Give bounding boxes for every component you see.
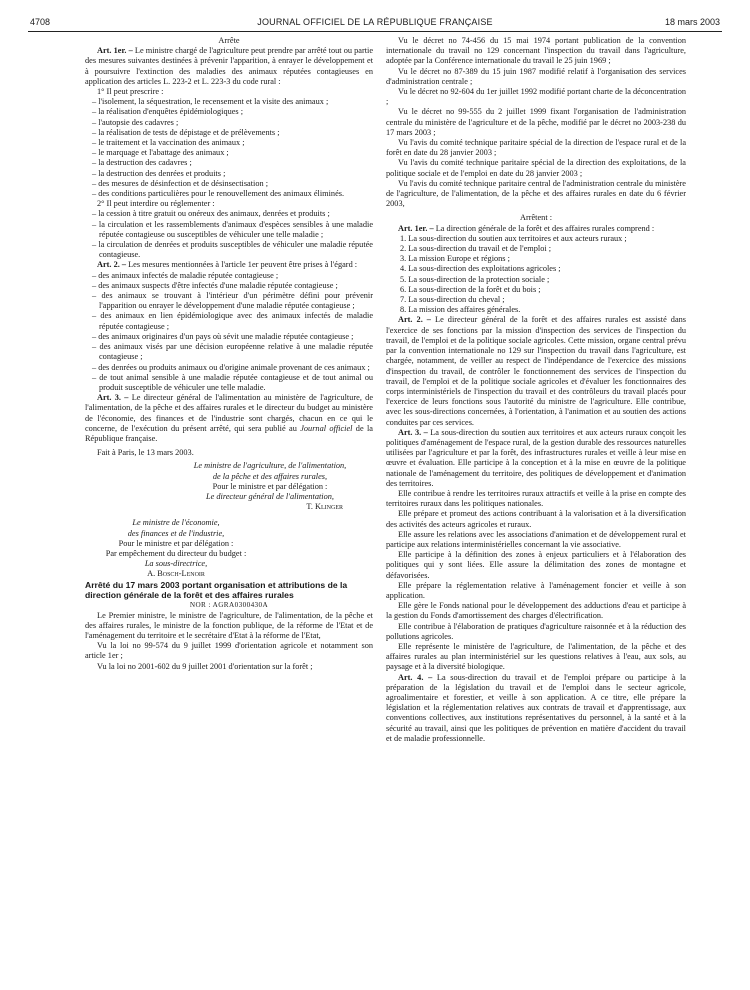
article-4-heading: Art. 4. –: [398, 672, 433, 682]
list-item: – des denrées ou produits animaux ou d'origine animale provenant de ces animaux ;: [92, 362, 370, 372]
list-item: 3. La mission Europe et régions ;: [400, 254, 510, 264]
article-4-text: La sous-direction du travail et de l'emploi prépare ou participe à la préparation de la législation du travail et de l'emploi dans le secteur agricole, agroalimentaire et forestier, et veille à son application. A ce titre, elle prépare la législation et la réglementation relatives aux contrats de travail et d'apprentissage, aux conventions collectives, aux institutions représentatives du personnel, à la santé et à la sécurité au travail, ainsi que les politiques de prévention en matière d'accident du travail et de maladie professionnelle.: [386, 672, 686, 743]
article-2-heading: Art. 2. –: [398, 315, 431, 325]
list-item: – des animaux originaires d'un pays où sévit une maladie réputée contagieuse ;: [92, 331, 354, 341]
article-1-text: Le ministre chargé de l'agriculture peut prendre par arrêté tout ou partie des mesures suivantes destinées à prévenir l'apparition, à enrayer le développement et à poursuivre l'extinction des maladies des animaux réputées contagieuses en application des articles L. 223-2 et L. 223-3 du code rural :: [85, 46, 374, 86]
list-item: – l'isolement, la séquestration, le recensement et la visite des animaux ;: [92, 97, 329, 107]
signature-block-2: [85, 518, 255, 579]
article-2-heading: Art. 2. –: [97, 260, 127, 270]
arretent-label: Arrêtent :: [519, 213, 553, 223]
list-item: – le marquage et l'abattage des animaux ;: [92, 148, 229, 158]
list-item: 7. La sous-direction du cheval ;: [400, 295, 505, 305]
list-item: – la circulation et les rassemblements d'animaux d'espèces sensibles à une maladie réputée contagieuse ou susceptibles de véhiculer une telle maladie ;: [92, 219, 373, 239]
body-paragraph: Elle prépare et promeut des actions contribuant à la valorisation et à la diversification des activités des acteurs agricoles et ruraux.: [386, 509, 686, 529]
body-paragraph: Elle contribue à l'élaboration de pratiques d'agriculture raisonnée et à la réduction des pollutions agricoles.: [386, 621, 686, 641]
body-paragraph: Elle gère le Fonds national pour le développement des adductions d'eau et participe à la gestion du Fonds d'amortissement des charges d'électrification.: [386, 601, 686, 621]
sig1-title-line1: Le ministre de l'agriculture, de l'alimentation,: [193, 461, 347, 471]
list-item: – la destruction des denrées et produits ;: [92, 168, 226, 178]
sig1-name: T. Klinger: [306, 502, 343, 512]
vu-paragraph: Vu l'avis du comité technique paritaire central de l'administration centrale du ministère de l'agriculture, de l'alimentation, de la pêche et des affaires rurales en date du 6 février 2003,: [386, 178, 686, 209]
list-item: 1. La sous-direction du soutien aux territoires et aux acteurs ruraux ;: [400, 233, 627, 243]
intro-paragraph: Vu la loi no 2001-602 du 9 juillet 2001 d'orientation sur la forêt ;: [97, 661, 313, 671]
article-3-paragraph: [85, 393, 373, 444]
body-paragraph: Elle contribue à rendre les territoires ruraux attractifs et veille à la prise en compte des territoires ruraux dans les politiques nationales.: [386, 488, 686, 509]
article-1-text: La direction générale de la forêt et des affaires rurales comprend :: [435, 223, 655, 233]
article-3-paragraph: [386, 428, 686, 489]
page-header: [30, 17, 720, 31]
nor-reference: NOR : AGRA0300430A: [189, 601, 269, 610]
article-1-paragraph: [386, 224, 686, 234]
body-paragraph: Elle assure les relations avec les associations d'animation et de développement rural et participe aux relations interministérielles concernant la vie associative.: [386, 529, 686, 549]
article-2-paragraph: [386, 315, 686, 427]
vu-paragraph: Vu le décret no 87-389 du 15 juin 1987 modifié relatif à l'organisation des services d'administration centrale ;: [386, 66, 686, 86]
article-3-heading: Art. 3. –: [97, 393, 129, 403]
article-1-paragraph: [85, 46, 373, 87]
arrete-2-title: Arrêté du 17 mars 2003 portant organisation et attributions de la direction générale de la forêt et des affaires rurales: [85, 579, 348, 600]
journal-title: JOURNAL OFFICIEL DE LA RÉPUBLIQUE FRANÇAISE: [257, 17, 493, 27]
list-item: – des animaux infectés de maladie réputée contagieuse ;: [92, 270, 279, 280]
list-item: 2. La sous-direction du travail et de l'emploi ;: [400, 244, 552, 254]
sig2-role: La sous-directrice,: [144, 559, 208, 569]
sig1-delegation: Pour le ministre et par délégation :: [212, 481, 328, 491]
list-item: – la réalisation d'enquêtes épidémiologiques ;: [92, 107, 244, 117]
list-item: – la réalisation de tests de dépistage et de prélèvements ;: [92, 127, 280, 137]
right-column: [386, 36, 686, 744]
vu-paragraph: Vu le décret no 99-555 du 2 juillet 1999 fixant l'organisation de l'administration centrale du ministère de l'agriculture et de la pêche, modifié par le décret no 2003-238 du 17 mars 2003 ;: [386, 107, 686, 137]
article-2-text: Les mesures mentionnées à l'article 1er peuvent être prises à l'égard :: [128, 260, 358, 270]
article-1-heading: Art. 1er. –: [97, 46, 133, 56]
page-number: 4708: [30, 17, 51, 27]
body-paragraph: Elle représente le ministère de l'agriculture, de l'alimentation, de la pêche et des affaires rurales au plan interministériel sur les questions relatives à l'eau, aux sols, au paysage et à la diversité biologique.: [386, 641, 686, 672]
list-item: – des conditions particulières pour le renouvellement des animaux éliminés.: [92, 189, 345, 199]
list-item: 4. La sous-direction des exploitations agricoles ;: [400, 264, 561, 274]
body-paragraph: Elle participe à la définition des zones à enjeux particuliers et à l'élaboration des politiques qui y sont liées. Elle assure la délimitation des zones de montagne et défavorisées.: [386, 550, 686, 580]
article-3-text-end: de la République française.: [85, 423, 373, 443]
vu-paragraph: Vu le décret no 92-604 du 1er juillet 1992 modifié portant charte de la déconcentration ;: [386, 87, 686, 107]
header-rule: [28, 31, 722, 32]
vu-paragraph: Vu le décret no 74-456 du 15 mai 1974 portant publication de la convention internationale du travail no 129 concernant l'inspection du travail dans l'agriculture, adoptée par la Conférence internationale du travail le 25 juin 1969 ;: [386, 36, 686, 66]
sig2-name: A. Bosch-Lenoir: [147, 569, 205, 579]
list-item: – la cession à titre gratuit ou onéreux des animaux, denrées et produits ;: [92, 209, 330, 219]
sig1-title-line2: de la pêche et des affaires rurales,: [212, 471, 328, 481]
section-2-intro: 2° Il peut interdire ou réglementer :: [97, 199, 215, 209]
list-item: – l'autopsie des cadavres ;: [92, 117, 179, 127]
issue-date: 18 mars 2003: [664, 17, 720, 27]
journal-officiel-ref: Journal officiel: [300, 423, 353, 433]
arrete-label: Arrête: [218, 36, 240, 45]
intro-paragraph: Vu la loi no 99-574 du 9 juillet 1999 d'orientation agricole et notamment son article 1er ;: [85, 641, 373, 661]
sig2-title-line1: Le ministre de l'économie,: [132, 518, 220, 528]
sig2-title-line2: des finances et de l'industrie,: [127, 528, 225, 538]
sig2-empechement: Par empêchement du directeur du budget :: [105, 548, 247, 558]
article-4-paragraph: [386, 673, 686, 744]
list-item: – des animaux se trouvant à l'intérieur d'un périmètre défini pour prévenir l'apparition ou enrayer le développement d'une maladie réputée contagieuse ;: [92, 291, 373, 311]
article-3-heading: Art. 3. –: [398, 427, 428, 437]
vu-paragraph: Vu l'avis du comité technique paritaire spécial de la direction de l'espace rural et de la forêt en date du 28 janvier 2003 ;: [386, 138, 686, 158]
left-column: [85, 36, 373, 672]
article-2-paragraph: [85, 260, 373, 270]
article-2-text: Le directeur général de la forêt et des affaires rurales est assisté dans l'exercice de ses fonctions par la mission d'inspection des services de l'inspection du travail, de l'emploi et de la politique sociale agricoles. Cette mission, organe central prévu par la convention internationale no 129 sur l'inspection du travail dans l'agriculture, est chargée, notamment, de veiller au respect de l'indépendance de l'exercice des missions d'inspection du travail, de contrôler le fonctionnement des services de l'inspection du travail, de l'emploi et de la politique sociale agricoles et d'évaluer les fonctionnaires des corps interministériels de l'inspection du travail et des contrôleurs du travail placés pour l'exercice de leurs fonctions sous l'autorité du ministre de l'agriculture. Elle contribue, avec les sous-directions concernées, à l'orientation, à l'animation et au soutien des actions conduites par ces services.: [386, 315, 687, 427]
list-item: – des animaux suspects d'être infectés d'une maladie réputée contagieuse ;: [92, 280, 338, 290]
list-item: – la destruction des cadavres ;: [92, 158, 192, 168]
signature-block-1: [155, 461, 373, 512]
vu-paragraph: Vu l'avis du comité technique paritaire spécial de la direction des exploitations, de la politique sociale et de l'emploi en date du 28 janvier 2003 ;: [386, 158, 686, 178]
sig2-delegation: Pour le ministre et par délégation :: [118, 538, 234, 548]
sig1-role: Le directeur général de l'alimentation,: [206, 491, 334, 501]
list-item: 6. La sous-direction de la forêt et du bois ;: [400, 284, 541, 294]
intro-paragraph: Le Premier ministre, le ministre de l'agriculture, de l'alimentation, de la pêche et des affaires rurales, le ministre de la fonction publique, de la réforme de l'Etat et de l'aménagement du territoire et le secrétaire d'Etat à la réforme de l'Etat,: [85, 610, 373, 640]
list-item: 5. La sous-direction de la protection sociale ;: [400, 274, 550, 284]
list-item: – des mesures de désinfection et de désinsectisation ;: [92, 178, 269, 188]
article-3-text: La sous-direction du soutien aux territoires et aux acteurs ruraux conçoit les politiques d'aménagement de l'espace rural, de la gestion durable des ressources naturelles utilisées par l'agriculture et par la forêt, des infrastructures rurales et veille à leur mise en œuvre et évaluation. Elle participe à la conception et à la mise en œuvre de la politique nationale de l'aménagement du territoire, des politiques de développement et d'animation des territoires.: [386, 427, 687, 488]
section-1-intro: 1° Il peut prescrire :: [97, 87, 164, 97]
list-item: – de tout animal sensible à une maladie réputée contagieuse et de tout animal ou produit susceptible de véhiculer une telle maladie.: [92, 372, 373, 392]
article-3-text: Le directeur général de l'alimentation au ministère de l'agriculture, de l'alimentation, de la pêche et des affaires rurales et le directeur du budget au ministère de l'économie, des finances et de l'industrie sont chargés, chacun en ce qui le concerne, de l'exécution du présent arrêté, qui sera publié au: [85, 393, 374, 433]
list-item: – des animaux visés par une décision européenne relative à une maladie réputée contagieuse ;: [92, 342, 373, 362]
list-item: 8. La mission des affaires générales.: [400, 305, 521, 315]
list-item: – des animaux en lien épidémiologique avec des animaux infectés de maladie réputée contagieuse ;: [92, 311, 373, 331]
body-paragraph: Elle prépare la réglementation relative à l'aménagement foncier et veille à son application.: [386, 580, 686, 600]
fait-a-paris: Fait à Paris, le 13 mars 2003.: [97, 448, 194, 458]
article-1-heading: Art. 1er. –: [398, 223, 434, 233]
list-item: – la circulation de denrées et produits susceptibles de véhiculer une maladie réputée contagieuse.: [92, 240, 373, 260]
list-item: – le traitement et la vaccination des animaux ;: [92, 138, 245, 148]
